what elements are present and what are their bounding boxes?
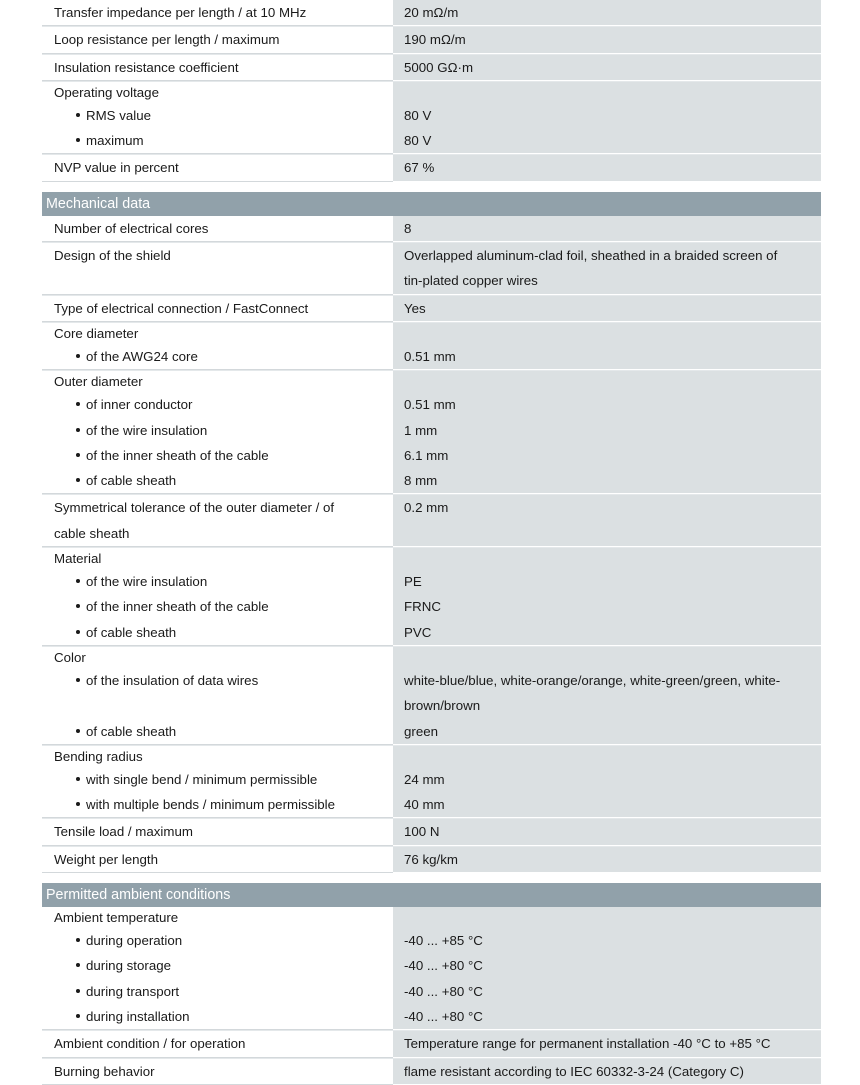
spec-subvalue: brown/brown	[404, 698, 481, 714]
spec-label: Tensile load / maximum	[54, 824, 193, 840]
spec-value: 8	[404, 220, 412, 236]
spec-row	[42, 1058, 821, 1085]
spec-label-cell	[42, 495, 393, 547]
spec-sublabel	[42, 392, 393, 417]
bullet-icon	[76, 802, 80, 806]
spec-sublabel-text: during transport	[86, 983, 180, 999]
spec-value: 67 %	[404, 160, 435, 176]
spec-subvalue: PE	[404, 574, 422, 590]
spec-sublabel-text: with multiple bends / minimum permissible	[86, 797, 336, 813]
section-heading: Mechanical data	[42, 192, 821, 216]
spec-subvalue: 24 mm	[404, 771, 445, 787]
spec-label-cell	[42, 296, 393, 322]
spec-sublabel	[42, 443, 393, 468]
bullet-icon	[76, 989, 80, 993]
spec-label-cell	[42, 847, 393, 873]
spec-value: 190 mΩ/m	[404, 32, 466, 48]
bullet-icon	[76, 777, 80, 781]
spec-sublabel	[42, 668, 393, 693]
spec-row	[42, 547, 821, 646]
spec-sublabel-text: of inner conductor	[86, 397, 193, 413]
bullet-icon	[76, 113, 80, 117]
bullet-icon	[76, 453, 80, 457]
spec-sublabel-text: during storage	[86, 958, 172, 974]
bullet-icon	[76, 729, 80, 733]
bullet-icon	[76, 630, 80, 634]
spec-value-cell	[393, 216, 821, 242]
spec-value-cell	[393, 155, 821, 181]
spec-sublabel	[42, 1004, 393, 1029]
spec-value-cell	[393, 1031, 821, 1057]
spec-value	[393, 746, 821, 767]
spec-row	[42, 846, 821, 873]
spec-sublabel-text: of the wire insulation	[86, 574, 208, 590]
spec-sublabel	[42, 344, 393, 369]
spec-row	[42, 370, 821, 494]
bullet-icon	[76, 604, 80, 608]
spec-label-cell	[42, 371, 393, 494]
spec-label: Burning behavior	[54, 1063, 155, 1079]
spec-sublabel-text: with single bend / minimum permissible	[86, 771, 318, 787]
spec-row	[42, 26, 821, 53]
spec-value: 20 mΩ/m	[404, 5, 459, 20]
spec-sublabel-text: during operation	[86, 933, 183, 949]
spec-sublabel	[42, 418, 393, 443]
spec-subvalue: 0.51 mm	[404, 348, 456, 364]
spec-label: Symmetrical tolerance of the outer diameter / of	[54, 500, 335, 516]
spec-value-cell	[393, 323, 821, 370]
spec-subvalue: FRNC	[404, 599, 441, 615]
bullet-icon	[76, 963, 80, 967]
spec-value: 76 kg/km	[404, 851, 458, 867]
datasheet-table	[42, 0, 821, 1085]
spec-label-cell	[42, 746, 393, 819]
spec-value	[393, 647, 821, 668]
spec-sublabel-text: of the wire insulation	[86, 422, 208, 438]
bullet-icon	[76, 402, 80, 406]
bullet-icon	[76, 1014, 80, 1018]
spec-sublabel	[42, 569, 393, 594]
spec-label	[42, 268, 393, 293]
spec-value: Temperature range for permanent installation -40 °C to +85 °C	[404, 1036, 771, 1052]
spec-section	[42, 0, 821, 182]
spec-label: Core diameter	[54, 325, 139, 341]
spec-label-cell	[42, 1031, 393, 1057]
bullet-icon	[76, 478, 80, 482]
spec-label-cell	[42, 55, 393, 81]
spec-sublabel	[42, 103, 393, 128]
spec-value-cell	[393, 1059, 821, 1085]
bullet-icon	[76, 938, 80, 942]
spec-sublabel	[42, 719, 393, 744]
spec-label-cell	[42, 647, 393, 745]
spec-sublabel	[42, 594, 393, 619]
spec-value-cell	[393, 55, 821, 81]
spec-sublabel	[42, 767, 393, 792]
spec-value-cell	[393, 82, 821, 155]
spec-value	[393, 548, 821, 569]
bullet-icon	[76, 354, 80, 358]
spec-sublabel-text: of cable sheath	[86, 624, 177, 640]
spec-subvalue: 40 mm	[404, 797, 445, 813]
spec-value	[393, 371, 821, 392]
spec-row	[42, 646, 821, 745]
spec-value-cell	[393, 371, 821, 494]
bullet-icon	[76, 138, 80, 142]
spec-value-cell	[393, 647, 821, 745]
spec-row	[42, 295, 821, 322]
spec-sublabel-text: of the inner sheath of the cable	[86, 447, 269, 463]
spec-sublabel-text: of the insulation of data wires	[86, 672, 259, 688]
spec-sublabel-text: RMS value	[86, 107, 152, 123]
spec-row	[42, 154, 821, 181]
spec-label-cell	[42, 216, 393, 242]
spec-label-cell	[42, 155, 393, 181]
spec-value-cell	[393, 0, 821, 26]
spec-row	[42, 54, 821, 81]
spec-row	[42, 818, 821, 845]
bullet-icon	[76, 678, 80, 682]
bullet-icon	[76, 579, 80, 583]
spec-subvalue: 80 V	[404, 107, 432, 123]
spec-sublabel-text: during installation	[86, 1008, 190, 1024]
spec-label-cell	[42, 243, 393, 295]
spec-row	[42, 322, 821, 370]
spec-label-cell	[42, 0, 393, 26]
spec-row	[42, 242, 821, 295]
spec-subvalue: green	[404, 723, 439, 739]
spec-value-cell	[393, 296, 821, 322]
bullet-icon	[76, 428, 80, 432]
spec-sublabel	[42, 953, 393, 978]
spec-value-cell	[393, 495, 821, 547]
spec-sublabel-text: maximum	[86, 133, 144, 149]
spec-label: Transfer impedance per length / at 10 MHz	[54, 5, 307, 20]
spec-label: Design of the shield	[54, 248, 171, 264]
spec-value: 100 N	[404, 824, 440, 840]
spec-subvalue: PVC	[404, 624, 432, 640]
spec-value-cell	[393, 243, 821, 295]
spec-sublabel-text: of cable sheath	[86, 723, 177, 739]
spec-sublabel-text: of the inner sheath of the cable	[86, 599, 269, 615]
spec-sublabel-text: of the AWG24 core	[86, 348, 198, 364]
section-heading: Permitted ambient conditions	[42, 883, 821, 907]
spec-subvalue: -40 ... +80 °C	[404, 983, 483, 999]
spec-subvalue: 8 mm	[404, 473, 438, 489]
spec-label: Insulation resistance coefficient	[54, 59, 239, 75]
spec-label: Type of electrical connection / FastConnect	[54, 300, 309, 316]
spec-label: cable sheath	[54, 525, 130, 541]
spec-sublabel-spacer	[42, 693, 393, 718]
spec-label: Material	[54, 551, 102, 567]
spec-label: Outer diameter	[54, 374, 143, 390]
spec-row	[42, 907, 821, 1030]
spec-value: tin-plated copper wires	[404, 273, 538, 289]
spec-label-cell	[42, 819, 393, 845]
spec-value-cell	[393, 548, 821, 646]
spec-row	[42, 1030, 821, 1057]
spec-row	[42, 81, 821, 155]
spec-value: Yes	[404, 300, 426, 316]
spec-value: 5000 GΩ·m	[404, 59, 474, 75]
spec-sublabel	[42, 928, 393, 953]
spec-subvalue: -40 ... +80 °C	[404, 958, 483, 974]
spec-subvalue: white-blue/blue, white-orange/orange, white-green/green, white-	[404, 672, 781, 688]
spec-label-cell	[42, 548, 393, 646]
spec-label: NVP value in percent	[54, 160, 179, 176]
spec-sublabel	[42, 128, 393, 153]
spec-label: Operating voltage	[54, 84, 159, 100]
spec-sublabel	[42, 792, 393, 817]
spec-subvalue: 0.51 mm	[404, 397, 456, 413]
spec-label-cell	[42, 27, 393, 53]
spec-value: 0.2 mm	[404, 500, 449, 516]
spec-sublabel	[42, 620, 393, 645]
spec-sublabel	[42, 468, 393, 493]
spec-label-cell	[42, 1059, 393, 1085]
spec-label: Weight per length	[54, 851, 158, 867]
spec-row	[42, 494, 821, 547]
spec-rows	[42, 907, 821, 1085]
spec-value: Overlapped aluminum-clad foil, sheathed in a braided screen of	[404, 248, 778, 264]
spec-label: Number of electrical cores	[54, 220, 209, 236]
spec-sublabel	[42, 979, 393, 1004]
spec-subvalue: 6.1 mm	[404, 447, 449, 463]
spec-value-cell	[393, 27, 821, 53]
spec-value	[393, 82, 821, 103]
spec-label: Color	[54, 649, 86, 665]
spec-label-cell	[42, 82, 393, 155]
spec-value	[393, 323, 821, 344]
spec-row	[42, 0, 821, 26]
spec-value-cell	[393, 847, 821, 873]
spec-subvalue: 1 mm	[404, 422, 438, 438]
spec-label-cell	[42, 323, 393, 370]
spec-value-cell	[393, 746, 821, 819]
spec-value	[393, 907, 821, 928]
spec-row	[42, 745, 821, 819]
spec-label: Ambient temperature	[54, 910, 179, 926]
spec-rows	[42, 0, 821, 182]
spec-rows	[42, 216, 821, 873]
spec-label: Bending radius	[54, 748, 143, 764]
spec-label: Ambient condition / for operation	[54, 1036, 246, 1052]
spec-value: flame resistant according to IEC 60332-3-24 (Category C)	[404, 1063, 744, 1079]
spec-sublabel-text: of cable sheath	[86, 473, 177, 489]
spec-value-cell	[393, 907, 821, 1030]
spec-section	[42, 192, 821, 873]
spec-subvalue: -40 ... +80 °C	[404, 1008, 483, 1024]
spec-label: Loop resistance per length / maximum	[54, 32, 280, 48]
spec-subvalue: -40 ... +85 °C	[404, 933, 483, 949]
spec-label-cell	[42, 907, 393, 1030]
spec-value	[393, 521, 821, 546]
spec-value-cell	[393, 819, 821, 845]
spec-subvalue: 80 V	[404, 133, 432, 149]
spec-section	[42, 883, 821, 1085]
spec-row	[42, 216, 821, 242]
